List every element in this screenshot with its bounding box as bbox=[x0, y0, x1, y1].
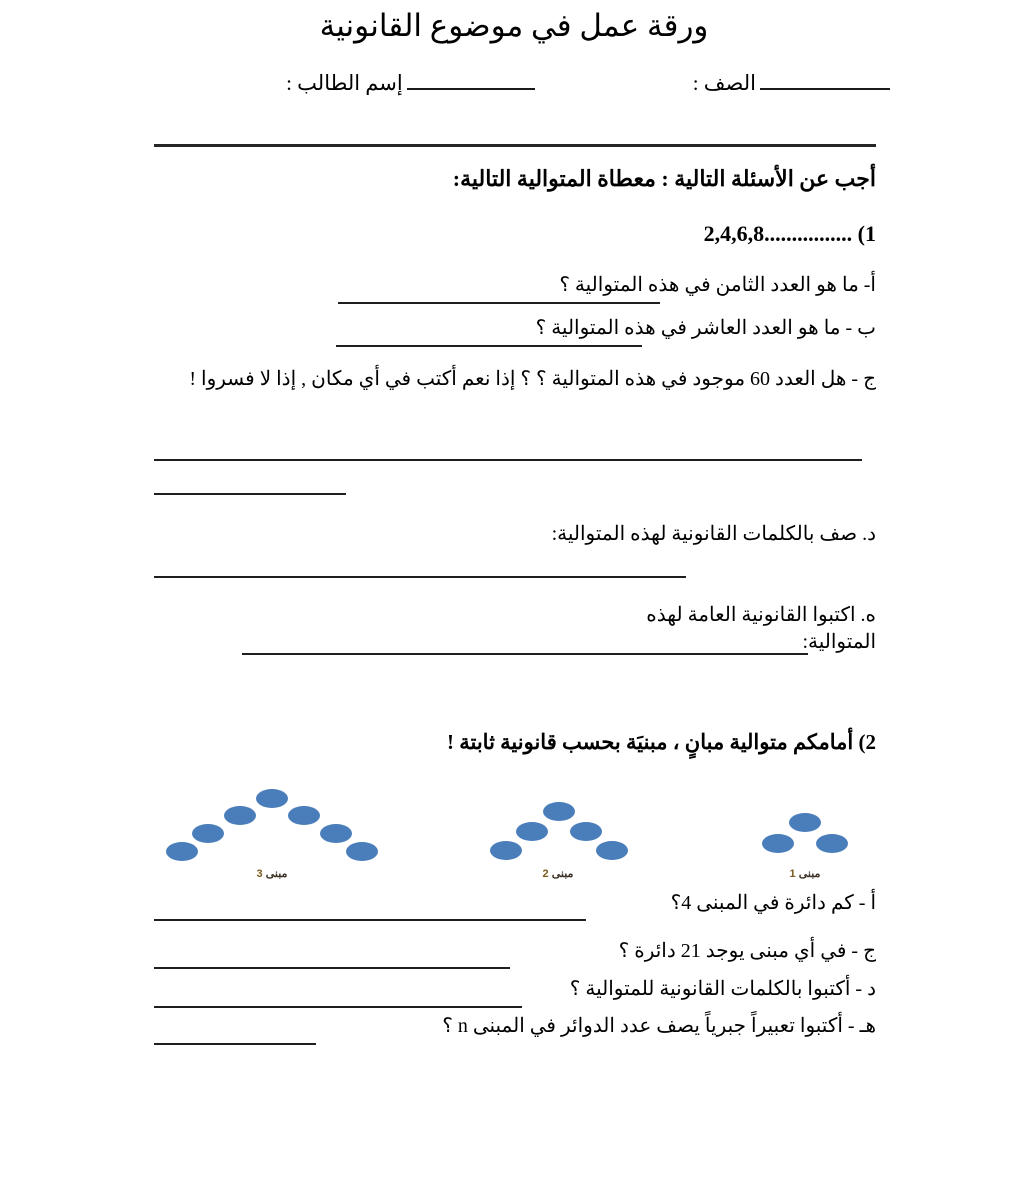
header-divider bbox=[154, 144, 876, 147]
dot bbox=[288, 806, 320, 825]
student-name-field bbox=[280, 66, 535, 96]
answer-rule-1d[interactable] bbox=[154, 576, 686, 578]
class-field bbox=[687, 66, 890, 96]
answer-rule-1c-line1[interactable] bbox=[154, 459, 862, 461]
building-figures bbox=[150, 780, 878, 880]
answer-rule-1a[interactable] bbox=[338, 302, 660, 304]
answer-rule-2e[interactable] bbox=[154, 1043, 316, 1045]
dot bbox=[516, 822, 548, 841]
figure-1-label-number: 1 bbox=[789, 868, 796, 880]
class-label: الصف : bbox=[692, 71, 756, 96]
dot bbox=[320, 824, 352, 843]
figure-building-3 bbox=[166, 788, 378, 880]
dot bbox=[192, 824, 224, 843]
student-info-row bbox=[150, 66, 890, 96]
figure-2-label bbox=[488, 867, 628, 880]
dot bbox=[490, 841, 522, 860]
question2-item-a: أ - كم دائرة في المبنى 4؟ bbox=[670, 892, 876, 914]
figure-3-label-text: مبنى bbox=[265, 868, 288, 880]
dot bbox=[224, 806, 256, 825]
question2-prompt: 2) أمامكم متوالية مبانٍ ، مبنيَة بحسب قانونية ثابتة ! bbox=[446, 730, 876, 754]
dot bbox=[166, 842, 198, 861]
page-title: ورقة عمل في موضوع القانونية bbox=[319, 8, 709, 43]
answer-rule-1c-line2[interactable] bbox=[154, 493, 346, 495]
answer-rule-1b[interactable] bbox=[336, 345, 642, 347]
dot bbox=[570, 822, 602, 841]
figure-1-dots bbox=[750, 788, 860, 858]
figure-2-label-text: مبنى bbox=[551, 868, 574, 880]
instruction-text: أجب عن الأسئلة التالية : معطاة المتوالية التالية: bbox=[452, 166, 876, 191]
dot bbox=[789, 813, 821, 832]
question2-item-e: هـ - أكتبوا تعبيراً جبرياً يصف عدد الدوائر في المبنى n ؟ bbox=[442, 1015, 876, 1037]
dot bbox=[816, 834, 848, 853]
class-blank[interactable] bbox=[760, 66, 890, 90]
answer-rule-2a[interactable] bbox=[154, 919, 586, 921]
dot bbox=[346, 842, 378, 861]
figure-3-dots bbox=[166, 788, 378, 858]
dot bbox=[256, 789, 288, 808]
question2-item-d: د - أكتبوا بالكلمات القانونية للمتوالية ؟ bbox=[569, 978, 876, 1000]
dot bbox=[762, 834, 794, 853]
answer-rule-1e[interactable] bbox=[242, 653, 808, 655]
question2-item-c: ج - في أي مبنى يوجد 21 دائرة ؟ bbox=[618, 940, 876, 962]
answer-rule-2c[interactable] bbox=[154, 967, 510, 969]
student-name-label: إسم الطالب : bbox=[286, 71, 403, 96]
dot bbox=[596, 841, 628, 860]
figure-1-label-text: مبنى bbox=[798, 868, 821, 880]
figure-1-label bbox=[750, 867, 860, 880]
figure-building-2 bbox=[488, 788, 628, 880]
question1-item-b: ب - ما هو العدد العاشر في هذه المتوالية ؟ bbox=[535, 317, 876, 339]
student-name-blank[interactable] bbox=[407, 66, 535, 90]
question1-item-e: ه. اكتبوا القانونية العامة لهذه المتوالية: bbox=[646, 604, 876, 653]
question1-item-d: د. صف بالكلمات القانونية لهذه المتوالية: bbox=[551, 523, 876, 545]
figure-2-dots bbox=[488, 788, 628, 858]
figure-3-label-number: 3 bbox=[256, 868, 263, 880]
question1-item-c: ج - هل العدد 60 موجود في هذه المتوالية ؟ ؟ إذا نعم أكتب في أي مكان , إذا لا فسروا ! bbox=[189, 368, 876, 390]
question1-item-a: أ- ما هو العدد الثامن في هذه المتوالية ؟ bbox=[559, 274, 876, 296]
answer-rule-2d[interactable] bbox=[154, 1006, 522, 1008]
figure-building-1 bbox=[750, 788, 860, 880]
figure-3-label bbox=[166, 867, 378, 880]
figure-2-label-number: 2 bbox=[542, 868, 549, 880]
dot bbox=[543, 802, 575, 821]
question1-sequence: 1) ................2,4,6,8 bbox=[703, 221, 876, 246]
